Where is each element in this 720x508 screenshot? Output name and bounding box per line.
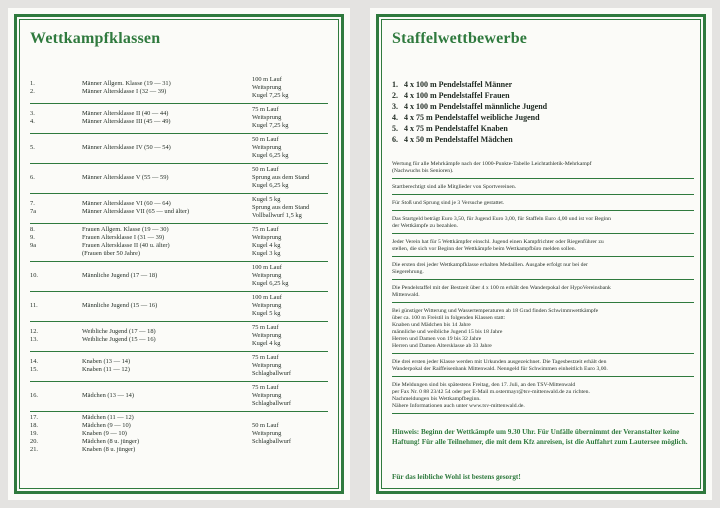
event-item: 50 m Lauf	[252, 136, 279, 143]
class-number: 12.	[30, 328, 38, 335]
class-row	[30, 358, 252, 366]
paragraph-line: (Nachwuchs bis Senioren).	[392, 168, 454, 174]
event-list	[252, 76, 328, 100]
event-item: Kugel 3 kg	[252, 250, 281, 257]
class-number: 14.	[30, 358, 38, 365]
class-row	[30, 250, 252, 258]
class-label: Knaben (13 — 14)	[82, 358, 131, 365]
event-item: Schlagballwurf	[252, 370, 292, 377]
class-group	[30, 322, 328, 352]
rule-paragraph	[392, 215, 694, 234]
class-number: 6.	[30, 174, 35, 181]
event-item: Weitsprung	[252, 392, 282, 399]
event-list	[252, 264, 328, 288]
event-item: Kugel 6,25 kg	[252, 182, 289, 189]
relay-item	[392, 101, 692, 112]
class-row	[30, 144, 252, 152]
class-label: Männer Altersklasse II (40 — 44)	[82, 110, 169, 117]
class-row	[30, 328, 252, 336]
event-item: Kugel 6,25 kg	[252, 280, 289, 287]
class-number: 7a	[30, 208, 37, 215]
rule-paragraph	[392, 183, 694, 195]
class-label: Männer Altersklasse III (45 — 49)	[82, 118, 171, 125]
class-label: Männer Altersklasse V (55 — 59)	[82, 174, 169, 181]
class-group	[30, 382, 328, 412]
paragraph-line: der Wettkämpfe zu bezahlen.	[392, 223, 459, 229]
class-row	[30, 200, 252, 208]
relay-item	[392, 90, 692, 101]
event-list	[252, 226, 328, 258]
relay-text: 4 x 100 m Pendelstaffel männliche Jugend	[404, 102, 548, 111]
event-item: 50 m Lauf	[252, 422, 279, 429]
paragraph-line: Siegerehrung.	[392, 269, 424, 275]
paragraph-line: Die drei ersten jeder Klasse werden mit Urkunden ausgezeichnet. Die Tagesbestzeit erhält den	[392, 359, 607, 365]
class-label: Mädchen (9 — 10)	[82, 422, 131, 429]
class-group	[30, 224, 328, 262]
relay-text: 4 x 50 m Pendelstaffel Mädchen	[404, 135, 513, 144]
class-list	[30, 272, 252, 280]
class-label: Mädchen (11 — 12)	[82, 414, 134, 421]
class-row	[30, 366, 252, 374]
class-label: Männer Altersklasse VI (60 — 64)	[82, 200, 171, 207]
event-item: Sprung aus dem Stand	[252, 204, 310, 211]
paragraph-line: Nähere Informationen auch unter www.tsv-mittenwald.de.	[392, 403, 525, 409]
class-row	[30, 88, 252, 96]
paragraph-line: Die Pendelstaffel mit der Bestzeit über 4 x 100 m erhält den Wanderpokal der HypoVereinsbank	[392, 285, 611, 291]
rule-paragraph	[392, 358, 694, 377]
event-item: 75 m Lauf	[252, 106, 279, 113]
class-row	[30, 438, 252, 446]
class-label: Männer Altersklasse IV (50 — 54)	[82, 144, 171, 151]
rule-paragraph	[392, 307, 694, 354]
class-row	[30, 174, 252, 182]
class-number: 11.	[30, 302, 38, 309]
class-row	[30, 430, 252, 438]
class-group	[30, 262, 328, 292]
class-row	[30, 110, 252, 118]
event-list	[252, 422, 328, 446]
paragraph-line: Die Meldungen sind bis spätestens Freitag, den 17. Juli, an den TSV-Mittenwald	[392, 382, 576, 388]
event-item: Weitsprung	[252, 272, 282, 279]
class-number: 15.	[30, 366, 38, 373]
class-label: (Frauen über 50 Jahre)	[82, 250, 141, 257]
class-row	[30, 272, 252, 280]
relay-text: 4 x 100 m Pendelstaffel Männer	[404, 80, 513, 89]
event-item: Kugel 4 kg	[252, 242, 281, 249]
class-number: 13.	[30, 336, 38, 343]
event-item: 75 m Lauf	[252, 384, 279, 391]
paragraph-line: Für Stoß und Sprung sind je 3 Versuche gestattet.	[392, 200, 505, 206]
rule-paragraph	[392, 284, 694, 303]
paragraph-line: Herren und Damen Altersklasse ab 33 Jahre	[392, 343, 492, 349]
class-group	[30, 194, 328, 224]
class-row	[30, 226, 252, 234]
rule-paragraph	[392, 238, 694, 257]
event-item: 100 m Lauf	[252, 294, 282, 301]
relay-number: 2.	[392, 91, 398, 100]
class-group	[30, 74, 328, 104]
relay-text: 4 x 100 m Pendelstaffel Frauen	[404, 91, 510, 100]
right-page	[370, 8, 712, 500]
class-label: Männliche Jugend (15 — 16)	[82, 302, 158, 309]
class-label: Frauen Altersklasse II (40 u. älter)	[82, 242, 170, 249]
event-item: Kugel 6,25 kg	[252, 152, 289, 159]
paragraph-line: männliche und weibliche Jugend 15 bis 18 Jahre	[392, 329, 503, 335]
notice-text: Hinweis: Beginn der Wettkämpfe um 9.30 Uhr. Für Unfälle übernimmt der Veranstalter keine Haftung! Für alle Teilnehmer, die mit dem Kfz anreisen, ist die Auffahrt zum Lautersee möglich.	[392, 428, 688, 446]
class-group	[30, 164, 328, 194]
class-number	[30, 250, 82, 258]
paragraph-line: per Fax Nr. 0 88 23/42 54 oder per E-Mail m.ostermayr@tsv-mittenwald.de zu richten.	[392, 389, 590, 395]
class-number: 10.	[30, 272, 38, 279]
relay-list	[392, 79, 692, 145]
competition-classes-table	[30, 74, 328, 457]
class-group	[30, 134, 328, 164]
class-number: 2.	[30, 88, 35, 95]
class-row	[30, 392, 252, 400]
paragraph-line: Jeder Verein hat für 5 Wettkämpfer einschl. Jugend einen Kampfrichter oder Riegenführer zu	[392, 239, 604, 245]
class-label: Mädchen (8 u. jünger)	[82, 438, 140, 445]
relay-number: 4.	[392, 113, 398, 122]
class-number: 16.	[30, 392, 38, 399]
class-row	[30, 242, 252, 250]
relay-item	[392, 79, 692, 90]
class-number: 3.	[30, 110, 35, 117]
event-item: Kugel 5 kg	[252, 310, 281, 317]
event-item: Sprung aus dem Stand	[252, 174, 310, 181]
paragraph-line: Herren und Damen von 19 bis 32 Jahre	[392, 336, 482, 342]
event-item: Kugel 4 kg	[252, 340, 281, 347]
class-label: Weibliche Jugend (17 — 18)	[82, 328, 156, 335]
class-label: Weibliche Jugend (15 — 16)	[82, 336, 156, 343]
event-item: Schlagballwurf	[252, 438, 292, 445]
page-title-wettkampfklassen: Wettkampfklassen	[30, 30, 161, 47]
relay-item	[392, 134, 692, 145]
event-item: 100 m Lauf	[252, 264, 282, 271]
class-list	[30, 174, 252, 182]
relay-text: 4 x 75 m Pendelstaffel weibliche Jugend	[404, 113, 540, 122]
page-title-staffelwettbewerbe: Staffelwettbewerbe	[392, 30, 528, 47]
class-row	[30, 446, 252, 454]
paragraph-line: Das Startgeld beträgt Euro 3,50, für Jugend Euro 3,00, für Staffeln Euro 4,00 und ist vor Beginn	[392, 216, 611, 222]
paragraph-line: Startberechtigt sind alle Mitglieder von Sportvereinen.	[392, 184, 517, 190]
event-list	[252, 294, 328, 318]
relay-number: 1.	[392, 80, 398, 89]
class-row	[30, 336, 252, 344]
class-list	[30, 110, 252, 126]
relay-item	[392, 112, 692, 123]
paragraph-line: Knaben und Mädchen bis 14 Jahre	[392, 322, 471, 328]
relay-number: 3.	[392, 102, 398, 111]
class-group	[30, 412, 328, 457]
class-number: 9.	[30, 234, 35, 241]
class-list	[30, 226, 252, 258]
left-page	[8, 8, 350, 500]
class-label: Männer Allgem. Klasse (19 — 31)	[82, 80, 171, 87]
paragraph-line: Wertung für alle Mehrkämpfe nach der 1000-Punkte-Tabelle Leichtathletik-Mehrkampf	[392, 161, 592, 167]
class-number: 18.	[30, 422, 38, 429]
class-row	[30, 234, 252, 242]
paragraph-line: Mittenwald.	[392, 292, 420, 298]
rule-paragraph	[392, 199, 694, 211]
class-group	[30, 352, 328, 382]
class-number: 21.	[30, 446, 38, 453]
class-label: Männliche Jugend (17 — 18)	[82, 272, 158, 279]
relay-item	[392, 123, 692, 134]
paragraph-line: über ca. 100 m Freistil in folgenden Klassen statt:	[392, 315, 506, 321]
event-item: Kugel 5 kg	[252, 196, 281, 203]
paragraph-line: Die ersten drei jeder Wettkampfklasse erhalten Medaillen. Ausgabe erfolgt nur bei der	[392, 262, 588, 268]
class-number: 20.	[30, 438, 38, 445]
closing-text: Für das leibliche Wohl ist bestens gesorgt!	[392, 473, 521, 481]
class-label: Knaben (11 — 12)	[82, 366, 130, 373]
class-list	[30, 302, 252, 310]
class-list	[30, 144, 252, 152]
rule-paragraph	[392, 261, 694, 280]
class-number: 9a	[30, 242, 37, 249]
event-list	[252, 166, 328, 190]
class-group	[30, 292, 328, 322]
paragraph-line: Wanderpokal der Raiffeisenbank Mittenwald. Nenngeld für Schwimmen einheitlich Euro 3,00.	[392, 366, 608, 372]
event-list	[252, 136, 328, 160]
event-item: Weitsprung	[252, 302, 282, 309]
event-list	[252, 384, 328, 408]
event-item: 75 m Lauf	[252, 324, 279, 331]
class-list	[30, 80, 252, 96]
rules-paragraphs	[392, 160, 694, 418]
event-item: Weitsprung	[252, 362, 282, 369]
class-label: Männer Altersklasse VII (65 — und älter)	[82, 208, 190, 215]
rule-paragraph	[392, 160, 694, 179]
class-number: 19.	[30, 430, 38, 437]
event-item: 75 m Lauf	[252, 354, 279, 361]
class-number: 4.	[30, 118, 35, 125]
class-number: 7.	[30, 200, 35, 207]
event-list	[252, 196, 328, 220]
class-label: Frauen Altersklasse I (31 — 39)	[82, 234, 165, 241]
event-item: Kugel 7,25 kg	[252, 92, 289, 99]
paragraph-line: Bei günstiger Witterung und Wassertemperaturen ab 18 Grad finden Schwimmwettkämpfe	[392, 308, 599, 314]
class-group	[30, 104, 328, 134]
class-row	[30, 414, 252, 422]
class-label: Knaben (9 — 10)	[82, 430, 127, 437]
class-row	[30, 208, 252, 216]
class-row	[30, 302, 252, 310]
event-item: Kugel 7,25 kg	[252, 122, 289, 129]
class-label: Knaben (8 u. jünger)	[82, 446, 136, 453]
event-list	[252, 354, 328, 378]
event-item: Weitsprung	[252, 84, 282, 91]
class-list	[30, 414, 252, 454]
event-item: Schlagballwurf	[252, 400, 292, 407]
class-row	[30, 80, 252, 88]
paragraph-line: Nachmeldungen bis Wettkampfbeginn.	[392, 396, 481, 402]
class-number: 1.	[30, 80, 35, 87]
class-list	[30, 200, 252, 216]
event-item: Weitsprung	[252, 332, 282, 339]
rule-paragraph	[392, 381, 694, 414]
class-number: 5.	[30, 144, 35, 151]
class-list	[30, 392, 252, 400]
class-label: Frauen Allgem. Klasse (19 — 30)	[82, 226, 169, 233]
event-item: 50 m Lauf	[252, 166, 279, 173]
relay-number: 6.	[392, 135, 398, 144]
event-list	[252, 324, 328, 348]
class-row	[30, 422, 252, 430]
event-item: 100 m Lauf	[252, 76, 282, 83]
class-row	[30, 118, 252, 126]
class-number: 17.	[30, 414, 38, 421]
event-item: 75 m Lauf	[252, 226, 279, 233]
paragraph-line: stellen, die sich vor Beginn der Wettkämpfe beim Wettkampfbüro melden sollen.	[392, 246, 576, 252]
class-label: Männer Altersklasse I (32 — 39)	[82, 88, 167, 95]
relay-text: 4 x 75 m Pendelstaffel Knaben	[404, 124, 508, 133]
event-item: Weitsprung	[252, 430, 282, 437]
event-item: Weitsprung	[252, 114, 282, 121]
event-list	[252, 106, 328, 130]
class-list	[30, 358, 252, 374]
event-item: Vollballwurf 1,5 kg	[252, 212, 302, 219]
event-item: Weitsprung	[252, 144, 282, 151]
class-label: Mädchen (13 — 14)	[82, 392, 134, 399]
event-item: Weitsprung	[252, 234, 282, 241]
class-list	[30, 328, 252, 344]
class-number: 8.	[30, 226, 35, 233]
relay-number: 5.	[392, 124, 398, 133]
